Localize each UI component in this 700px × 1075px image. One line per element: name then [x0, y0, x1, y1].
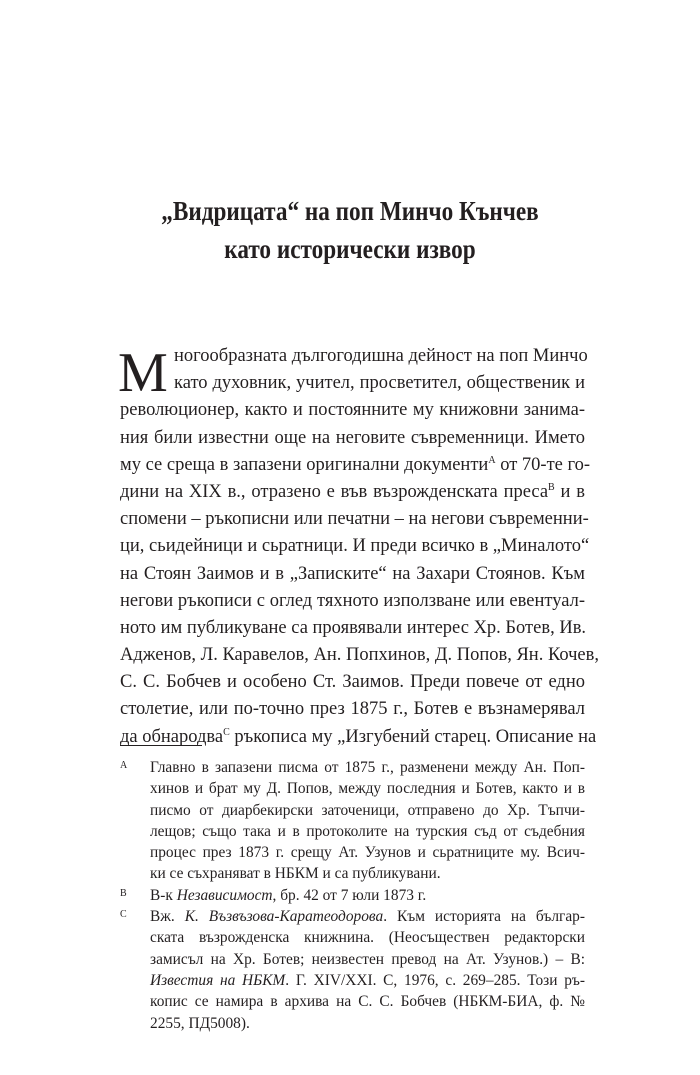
body-line: С. С. Бобчев и особено Ст. Заимов. Преди повече от едно	[120, 672, 585, 693]
body-line: Адженов, Л. Каравелов, Ан. Попхинов, Д. Попов, Ян. Кочев,	[120, 645, 600, 666]
footnote-line: писмо от диарбекирски заточеници, отправено до Хр. Тъпчи-	[150, 801, 585, 819]
footnote-italic: К. Възвъзова-Каратеодорова	[184, 908, 384, 926]
footnote-line: ки се съхраняват в НБКМ и са публикувани.	[150, 865, 441, 883]
footnote-line: 2255, ПД5008).	[150, 1014, 250, 1032]
footnote-line	[150, 885, 585, 906]
footnote-line	[150, 970, 585, 991]
body-line-part: ръкописа му „Изгубений старец. Описание на	[229, 726, 597, 747]
footnote-line: копис се намира в архива на С. С. Бобчев (НБКМ-БИА, ф. №	[150, 993, 585, 1011]
footnote-line: ската възрожденска книжнина. (Неосъществен редакторски	[150, 929, 585, 947]
footnote-line: процес през 1873 г. срещу Ат. Узунов и сьратниците му. Всич-	[150, 844, 585, 862]
body-line-part: и в	[554, 481, 585, 502]
footnote-text: . Г. XIV/XXI. С, 1976, с. 269–285. Този ръ-	[285, 971, 586, 989]
body-line: на Стоян Заимов и в „Записките“ на Захари Стоянов. Към	[120, 563, 585, 584]
body-line: негови ръкописи с оглед тяхното използване или евентуал-	[120, 590, 585, 611]
body-line: революционер, както и постоянните му книжовни занима-	[120, 400, 585, 421]
body-line-part: му се среща в запазени оригинални документи	[120, 454, 489, 475]
footnote-line: Главно в запазени писма от 1875 г., разменени между Ан. Поп-	[150, 759, 585, 776]
body-line: ния били известни още на неговите съвременници. Името	[120, 427, 585, 448]
footnote-b	[120, 885, 585, 906]
body-line	[120, 452, 591, 479]
body-line: като духовник, учител, просветител, общественик и	[174, 373, 585, 394]
footnote-line: лещов; също така и в протоколите на турския съд от съдебния	[150, 822, 585, 840]
body-paragraph	[118, 342, 600, 751]
body-line: ци, сьидейници и сьратници. И преди всичко в „Миналото“	[120, 536, 590, 557]
body-line: ното им публикуване са проявявали интерес Хр. Ботев, Ив.	[120, 617, 587, 638]
footnote-text: . Към историята на българ-	[383, 908, 585, 926]
body-line	[120, 479, 585, 506]
footnote-ref-b[interactable]: B	[548, 481, 555, 493]
footnote-line: замисъл на Хр. Ботев; неизвестен превод на Ат. Узунов.) – В:	[150, 950, 585, 968]
body-line: ногообразната дългогодишна дейност на поп Минчо	[174, 346, 588, 366]
footnote-mark: B	[120, 887, 127, 899]
footnote-mark: C	[120, 909, 127, 921]
footnote-italic: Известия на НБКМ	[150, 971, 286, 989]
body-line	[120, 724, 597, 751]
footnote-ref-c[interactable]: C	[223, 726, 230, 738]
body-line-part: от 70-те го-	[495, 454, 591, 475]
footnote-separator	[120, 745, 202, 746]
footnote-text: , бр. 42 от 7 юли 1873 г.	[272, 886, 427, 904]
footnote-ref-a[interactable]: A	[488, 454, 496, 466]
body-line: столетие, или по-точно през 1875 г., Ботев е възнамерявал	[120, 699, 585, 720]
body-line-part: да обнародва	[120, 726, 224, 747]
footnote-c	[120, 906, 585, 1034]
footnote-text: Вж.	[150, 908, 185, 926]
footnote-a	[120, 757, 585, 885]
chapter-title-line-1: „Видрицата“ на поп Минчо Кънчев	[161, 196, 539, 226]
footnote-italic: Независимост	[176, 886, 273, 904]
footnote-line: хинов и брат му Д. Попов, между последния и Ботев, както и в	[150, 780, 585, 798]
footnote-line	[150, 906, 585, 927]
footnotes	[120, 757, 585, 1034]
footnote-mark: A	[120, 760, 128, 771]
drop-cap: М	[118, 342, 168, 404]
body-line: спомени – ръкописни или печатни – на негови съвременни-	[120, 509, 589, 530]
footnote-text: В-к	[150, 886, 177, 904]
chapter-title-line-2: като исторически извор	[224, 234, 476, 264]
body-line-part: дини на XIX в., отразено е във възрожденската преса	[120, 481, 549, 502]
